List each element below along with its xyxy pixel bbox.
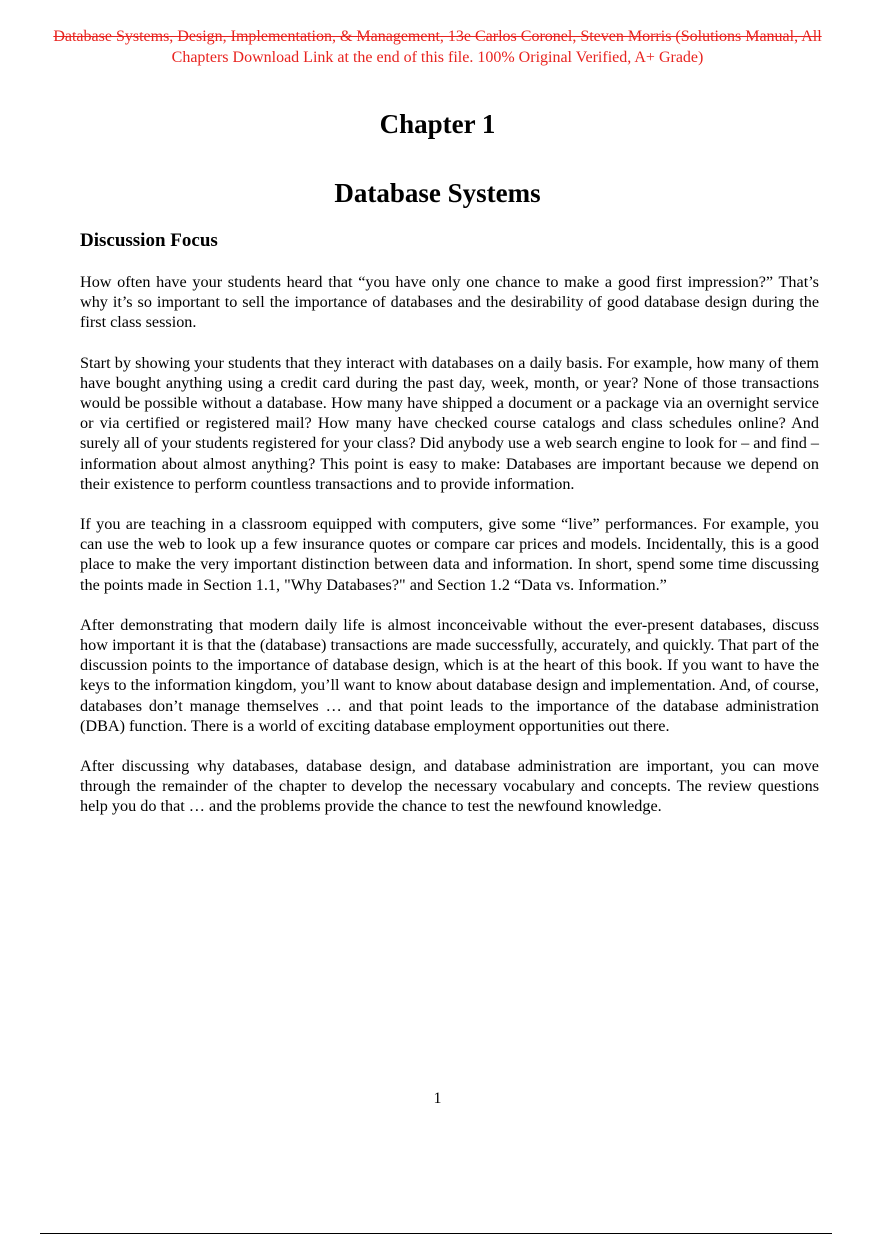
paragraph: After discussing why databases, database design, and database administration are important, you can move through the remainder of the chapter to develop the necessary vocabulary and concepts. The review questions help you do that … and the problems provide the chance to test the newfound knowledge. [80,757,819,816]
discussion-body [80,272,819,837]
chapter-title: Database Systems [334,178,541,208]
paragraph: If you are teaching in a classroom equipped with computers, give some “live” performances. For example, you can use the web to look up a few insurance quotes or compare car prices and models. Incidentally, this is a good place to make the very important distinction between data and information. In short, spend some time discussing the points made in Section 1.1, "Why Databases?" and Section 1.2 “Data vs. Information.” [80,515,819,594]
section-heading: Discussion Focus [80,230,218,251]
page-number: 1 [433,1090,442,1107]
banner-line-2: Chapters Download Link at the end of this file. 100% Original Verified, A+ Grade) [171,49,704,66]
download-banner [0,26,875,68]
banner-line-1: Database Systems, Design, Implementation, & Management, 13e Carlos Coronel, Steven Morris (Solutions Manual, All [53,28,822,45]
paragraph: After demonstrating that modern daily life is almost inconceivable without the ever-present databases, discuss how important it is that the (database) transactions are made successfully, accurately, and quickly. That part of the discussion points to the importance of database design, which is at the heart of this book. If you want to have the keys to the information kingdom, you’ll want to know about database design and implementation. And, of course, databases don’t manage themselves … and that point leads to the importance of the database administration (DBA) function. There is a world of exciting database employment opportunities out there. [80,615,819,735]
paragraph: How often have your students heard that “you have only one chance to make a good first impression?” That’s why it’s so important to sell the importance of databases and the desirability of good database design during the first class session. [80,273,819,332]
paragraph: Start by showing your students that they interact with databases on a daily basis. For example, how many of them have bought anything using a credit card during the past day, week, month, or year? None of those transactions would be possible without a database. How many have shipped a document or a package via an overnight service or via certified or registered mail? How many have checked course catalogs and class schedules online? And surely all of your students registered for your class? Did anybody use a web search engine to look for – and find – information about almost anything? This point is easy to make: Databases are important because we depend on their existence to perform countless transactions and to provide information. [80,353,819,493]
footer-divider [40,1233,832,1234]
chapter-number: Chapter 1 [379,109,496,139]
